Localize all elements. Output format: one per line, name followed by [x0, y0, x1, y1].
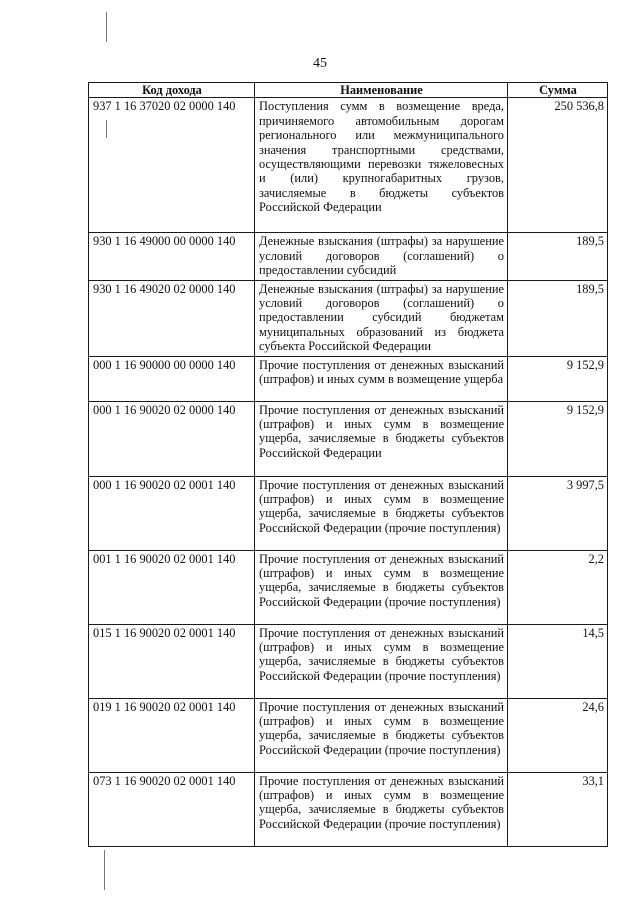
- page-number: 45: [313, 56, 327, 71]
- revenue-sum: 3 997,5: [508, 476, 608, 550]
- revenue-sum: 250 536,8: [508, 98, 608, 233]
- table-row: [89, 772, 608, 846]
- scan-artifact: [104, 850, 105, 890]
- table-row: [89, 280, 608, 356]
- scan-artifact: [106, 12, 107, 42]
- header-sum: Сумма: [508, 83, 608, 98]
- table-row: [89, 98, 608, 233]
- header-code: Код дохода: [89, 83, 255, 98]
- table-row: [89, 356, 608, 401]
- revenue-code: 000 1 16 90000 00 0000 140: [89, 356, 255, 401]
- revenue-code: 937 1 16 37020 02 0000 140: [89, 98, 255, 233]
- table-row: [89, 233, 608, 280]
- revenue-code: 000 1 16 90020 02 0001 140: [89, 476, 255, 550]
- revenue-sum: 189,5: [508, 233, 608, 280]
- revenue-code: 015 1 16 90020 02 0001 140: [89, 624, 255, 698]
- revenue-name: Прочие поступления от денежных взысканий (штрафов) и иных сумм в возмещение ущерба, зачисляемые в бюджеты субъектов Российской Федерации (прочие поступления): [255, 698, 508, 772]
- revenue-sum: 9 152,9: [508, 401, 608, 476]
- header-name: Наименование: [255, 83, 508, 98]
- revenue-name: Прочие поступления от денежных взысканий (штрафов) и иных сумм в возмещение ущерба, зачисляемые в бюджеты субъектов Российской Федерации (прочие поступления): [255, 476, 508, 550]
- table-row: [89, 550, 608, 624]
- revenue-code: 000 1 16 90020 02 0000 140: [89, 401, 255, 476]
- revenue-sum: 9 152,9: [508, 356, 608, 401]
- revenue-sum: 33,1: [508, 772, 608, 846]
- revenue-sum: 14,5: [508, 624, 608, 698]
- revenue-name: Прочие поступления от денежных взысканий (штрафов) и иных сумм в возмещение ущерба, зачисляемые в бюджеты субъектов Российской Федерации: [255, 401, 508, 476]
- revenue-name: Денежные взыскания (штрафы) за нарушение условий договоров (соглашений) о предоставлении субсидий бюджетам муниципальных образований из бюджета субъекта Российской Федерации: [255, 280, 508, 356]
- revenue-name: Прочие поступления от денежных взысканий (штрафов) и иных сумм в возмещение ущерба: [255, 356, 508, 401]
- revenue-table: [88, 82, 608, 847]
- revenue-code: 930 1 16 49000 00 0000 140: [89, 233, 255, 280]
- revenue-name: Прочие поступления от денежных взысканий (штрафов) и иных сумм в возмещение ущерба, зачисляемые в бюджеты субъектов Российской Федерации (прочие поступления): [255, 772, 508, 846]
- revenue-name: Прочие поступления от денежных взысканий (штрафов) и иных сумм в возмещение ущерба, зачисляемые в бюджеты субъектов Российской Федерации (прочие поступления): [255, 624, 508, 698]
- revenue-name: Денежные взыскания (штрафы) за нарушение условий договоров (соглашений) о предоставлении субсидий: [255, 233, 508, 280]
- revenue-code: 930 1 16 49020 02 0000 140: [89, 280, 255, 356]
- table-row: [89, 401, 608, 476]
- table-row: [89, 624, 608, 698]
- revenue-code: 019 1 16 90020 02 0001 140: [89, 698, 255, 772]
- revenue-code: 001 1 16 90020 02 0001 140: [89, 550, 255, 624]
- revenue-name: Поступления сумм в возмещение вреда, причиняемого автомобильным дорогам регионального или межмуниципального значения транспортными средствами, осуществляющими перевозки тяжеловесных и (или) крупногабаритных грузов, зачисляемые в бюджеты субъектов Российской Федерации: [255, 98, 508, 233]
- revenue-code: 073 1 16 90020 02 0001 140: [89, 772, 255, 846]
- revenue-name: Прочие поступления от денежных взысканий (штрафов) и иных сумм в возмещение ущерба, зачисляемые в бюджеты субъектов Российской Федерации (прочие поступления): [255, 550, 508, 624]
- revenue-sum: 2,2: [508, 550, 608, 624]
- revenue-sum: 189,5: [508, 280, 608, 356]
- table-row: [89, 698, 608, 772]
- revenue-sum: 24,6: [508, 698, 608, 772]
- table-header-row: [89, 83, 608, 98]
- table-row: [89, 476, 608, 550]
